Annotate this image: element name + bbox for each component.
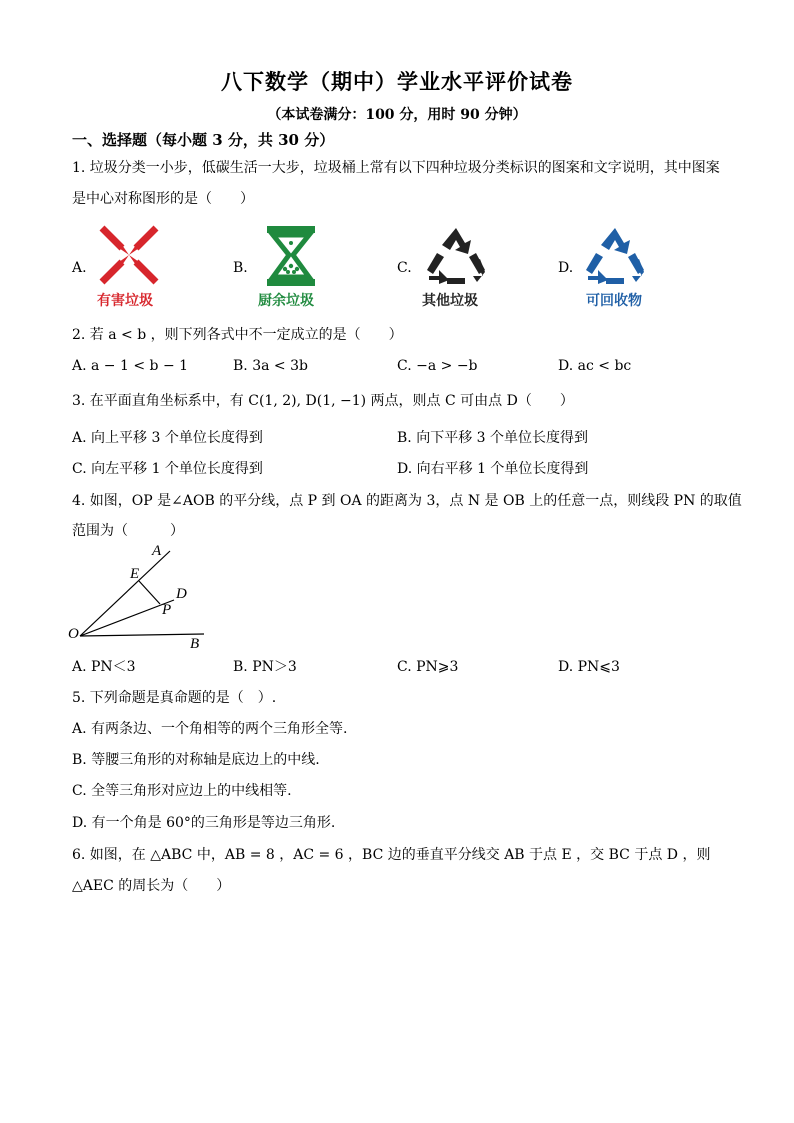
q4-option-c[interactable]: C. PN⩾3 (397, 659, 459, 675)
q5-option-b[interactable]: B. 等腰三角形的对称轴是底边上的中线. (72, 752, 320, 768)
recyclable-icon (584, 226, 646, 284)
q1-stem-line1: 1. 垃圾分类一小步，低碳生活一大步，垃圾桶上常有以下四种垃圾分类标识的图案和文字说明，其中图案 (72, 160, 720, 176)
q1-option-c-label: 其他垃圾 (422, 293, 478, 309)
q2-option-d[interactable]: D. ac < bc (558, 358, 632, 374)
q2-stem: 2. 若 a < b ，则下列各式中不一定成立的是（ ） (72, 327, 403, 343)
q1-option-b-letter[interactable]: B. (233, 260, 248, 276)
q4-option-a[interactable]: A. PN＜3 (72, 659, 136, 675)
figure-label-p: P (162, 602, 172, 618)
q5-option-c[interactable]: C. 全等三角形对应边上的中线相等. (72, 783, 292, 799)
q2-option-a[interactable]: A. a − 1 < b − 1 (72, 358, 189, 374)
figure-label-o: O (68, 626, 79, 642)
other-waste-icon (425, 226, 487, 284)
q2-option-b[interactable]: B. 3a < 3b (233, 358, 308, 374)
kitchen-waste-icon (265, 224, 317, 288)
q1-option-d-label: 可回收物 (586, 293, 642, 309)
q4-stem-line2: 范围为（ ） (72, 523, 184, 539)
q3-option-b[interactable]: B. 向下平移 3 个单位长度得到 (397, 430, 588, 446)
q1-option-a-label: 有害垃圾 (97, 293, 153, 309)
q1-option-d-letter[interactable]: D. (558, 260, 574, 276)
q3-option-c[interactable]: C. 向左平移 1 个单位长度得到 (72, 461, 263, 477)
figure-label-d: D (176, 586, 187, 602)
q1-option-a-letter[interactable]: A. (72, 260, 87, 276)
q1-option-b-label: 厨余垃圾 (258, 293, 314, 309)
q4-option-b[interactable]: B. PN＞3 (233, 659, 297, 675)
figure-label-e: E (130, 566, 140, 582)
q3-option-a[interactable]: A. 向上平移 3 个单位长度得到 (72, 430, 263, 446)
q6-stem-line1: 6. 如图，在 △ABC 中，AB = 8 ，AC = 6 ，BC 边的垂直平分线交 AB 于点 E ，交 BC 于点 D ，则 (72, 847, 711, 863)
section-heading: 一、选择题（每小题 3 分，共 30 分） (72, 131, 335, 149)
q4-option-d[interactable]: D. PN⩽3 (558, 659, 620, 675)
q1-stem-line2: 是中心对称图形的是（ ） (72, 191, 254, 207)
q3-stem: 3. 在平面直角坐标系中，有 C(1, 2), D(1, −1) 两点，则点 C 可由点 D（ ） (72, 393, 574, 409)
q6-stem-line2: △AEC 的周长为（ ） (72, 878, 231, 894)
q1-option-c-letter[interactable]: C. (397, 260, 412, 276)
page-subtitle: （本试卷满分：100 分，用时 90 分钟） (267, 107, 527, 123)
figure-label-b: B (190, 636, 200, 652)
q5-stem: 5. 下列命题是真命题的是（ ）. (72, 690, 277, 706)
q3-option-d[interactable]: D. 向右平移 1 个单位长度得到 (397, 461, 589, 477)
q5-option-a[interactable]: A. 有两条边、一个角相等的两个三角形全等. (72, 721, 348, 737)
q4-stem-line1: 4. 如图，OP 是∠AOB 的平分线，点 P 到 OA 的距离为 3，点 N 是 OB 上的任意一点，则线段 PN 的取值 (72, 493, 742, 509)
q5-option-d[interactable]: D. 有一个角是 60°的三角形是等边三角形. (72, 815, 336, 831)
page-title: 八下数学（期中）学业水平评价试卷 (221, 69, 573, 94)
figure-label-a: A (152, 543, 162, 559)
q2-option-c[interactable]: C. −a > −b (397, 358, 478, 374)
harmful-waste-icon (98, 224, 160, 286)
